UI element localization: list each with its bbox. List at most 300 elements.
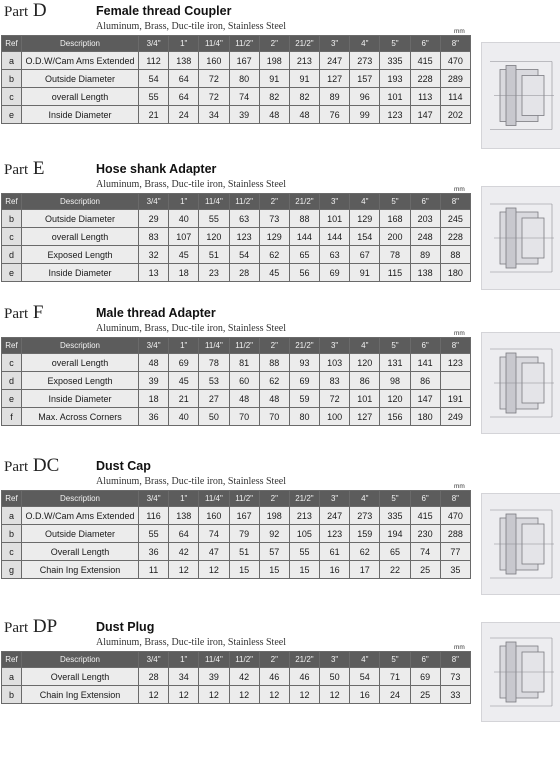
value-cell: 16 — [350, 686, 380, 704]
value-cell: 93 — [289, 354, 319, 372]
column-header: 3/4" — [139, 36, 169, 52]
value-cell: 191 — [440, 390, 470, 408]
description-cell: Chain Ing Extension — [22, 561, 139, 579]
value-cell: 91 — [350, 264, 380, 282]
value-cell: 48 — [289, 106, 319, 124]
ref-cell: a — [2, 507, 22, 525]
value-cell: 16 — [320, 561, 350, 579]
value-cell: 273 — [350, 52, 380, 70]
column-header: 4" — [350, 491, 380, 507]
description-cell: Inside Diameter — [22, 264, 139, 282]
part-word: Part — [4, 306, 29, 322]
value-cell: 48 — [229, 390, 259, 408]
value-cell: 60 — [229, 372, 259, 390]
part-materials: Aluminum, Brass, Duc-tile iron, Stainless Steel — [96, 637, 286, 648]
ref-cell: a — [2, 668, 22, 686]
value-cell: 64 — [169, 88, 199, 106]
value-cell: 138 — [410, 264, 440, 282]
value-cell: 39 — [139, 372, 169, 390]
column-header: 3/4" — [139, 652, 169, 668]
value-cell: 15 — [289, 561, 319, 579]
ref-cell: e — [2, 390, 22, 408]
value-cell: 415 — [410, 52, 440, 70]
value-cell: 86 — [350, 372, 380, 390]
table-row — [2, 507, 471, 525]
spec-table — [1, 490, 471, 579]
value-cell: 160 — [199, 507, 229, 525]
value-cell: 105 — [289, 525, 319, 543]
value-cell: 160 — [199, 52, 229, 70]
value-cell: 50 — [199, 408, 229, 426]
table-row — [2, 246, 471, 264]
column-header: 5" — [380, 338, 410, 354]
table-row — [2, 543, 471, 561]
description-cell: Overall Length — [22, 543, 139, 561]
value-cell: 127 — [320, 70, 350, 88]
value-cell: 48 — [259, 390, 289, 408]
value-cell: 89 — [410, 246, 440, 264]
column-header: Ref — [2, 194, 22, 210]
column-header: 2" — [259, 36, 289, 52]
value-cell: 91 — [289, 70, 319, 88]
value-cell: 335 — [380, 507, 410, 525]
column-header: 1" — [169, 36, 199, 52]
part-title: Female thread Coupler — [96, 4, 232, 18]
column-header: 6" — [410, 338, 440, 354]
value-cell: 39 — [199, 668, 229, 686]
value-cell: 167 — [229, 507, 259, 525]
value-cell: 72 — [199, 88, 229, 106]
value-cell: 123 — [440, 354, 470, 372]
value-cell: 103 — [320, 354, 350, 372]
column-header: 2" — [259, 194, 289, 210]
column-header: 21/2" — [289, 194, 319, 210]
value-cell: 72 — [199, 70, 229, 88]
column-header: 11/4" — [199, 491, 229, 507]
column-header: 21/2" — [289, 338, 319, 354]
value-cell: 35 — [440, 561, 470, 579]
part-section-dc — [0, 455, 560, 605]
value-cell: 83 — [139, 228, 169, 246]
ref-cell: f — [2, 408, 22, 426]
value-cell: 147 — [410, 390, 440, 408]
value-cell: 17 — [350, 561, 380, 579]
column-header: 5" — [380, 36, 410, 52]
column-header: 3" — [320, 36, 350, 52]
ref-cell: e — [2, 264, 22, 282]
header-row — [2, 194, 471, 210]
part-materials: Aluminum, Brass, Duc-tile iron, Stainless Steel — [96, 476, 286, 487]
value-cell: 100 — [320, 408, 350, 426]
value-cell: 144 — [289, 228, 319, 246]
value-cell: 24 — [380, 686, 410, 704]
ref-cell: b — [2, 686, 22, 704]
value-cell: 470 — [440, 507, 470, 525]
unit-label: mm — [454, 186, 465, 193]
value-cell: 59 — [289, 390, 319, 408]
value-cell: 53 — [199, 372, 229, 390]
value-cell: 42 — [169, 543, 199, 561]
column-header: 6" — [410, 194, 440, 210]
part-code: DC — [32, 455, 60, 476]
spec-table — [1, 35, 471, 124]
value-cell: 113 — [410, 88, 440, 106]
value-cell: 42 — [229, 668, 259, 686]
column-header: 11/2" — [229, 338, 259, 354]
value-cell: 273 — [350, 507, 380, 525]
column-header: 11/4" — [199, 194, 229, 210]
value-cell: 198 — [259, 52, 289, 70]
value-cell: 62 — [350, 543, 380, 561]
fitting-drawing-svg — [482, 43, 560, 148]
value-cell: 32 — [139, 246, 169, 264]
value-cell: 92 — [259, 525, 289, 543]
column-header: 11/4" — [199, 652, 229, 668]
value-cell: 245 — [440, 210, 470, 228]
column-header: 4" — [350, 194, 380, 210]
table-row — [2, 408, 471, 426]
column-header: 11/2" — [229, 194, 259, 210]
fitting-drawing-svg — [482, 623, 560, 721]
value-cell: 54 — [139, 70, 169, 88]
value-cell: 154 — [350, 228, 380, 246]
table-row — [2, 390, 471, 408]
table-row — [2, 372, 471, 390]
spec-table — [1, 337, 471, 426]
ref-cell: c — [2, 354, 22, 372]
value-cell: 13 — [139, 264, 169, 282]
value-cell: 107 — [169, 228, 199, 246]
column-header: 2" — [259, 491, 289, 507]
part-word: Part — [4, 459, 29, 475]
table-row — [2, 106, 471, 124]
column-header: Description — [22, 338, 139, 354]
column-header: 5" — [380, 194, 410, 210]
part-drawing — [481, 332, 560, 434]
unit-label: mm — [454, 330, 465, 337]
value-cell: 213 — [289, 507, 319, 525]
description-cell: overall Length — [22, 354, 139, 372]
part-label — [4, 616, 57, 638]
value-cell: 101 — [320, 210, 350, 228]
part-code: DP — [32, 616, 58, 637]
value-cell: 112 — [139, 52, 169, 70]
header-row — [2, 491, 471, 507]
ref-cell: a — [2, 52, 22, 70]
value-cell: 88 — [259, 354, 289, 372]
spec-table — [1, 651, 471, 704]
value-cell: 55 — [139, 525, 169, 543]
table-row — [2, 264, 471, 282]
column-header: 1" — [169, 491, 199, 507]
value-cell: 69 — [289, 372, 319, 390]
description-cell: O.D.W/Cam Ams Extended — [22, 507, 139, 525]
part-word: Part — [4, 4, 29, 20]
value-cell: 203 — [410, 210, 440, 228]
table-row — [2, 354, 471, 372]
value-cell: 55 — [199, 210, 229, 228]
column-header: Ref — [2, 36, 22, 52]
table-row — [2, 561, 471, 579]
column-header: 3" — [320, 491, 350, 507]
column-header: Ref — [2, 491, 22, 507]
description-cell: Exposed Length — [22, 372, 139, 390]
value-cell: 12 — [229, 686, 259, 704]
column-header: 3" — [320, 194, 350, 210]
value-cell: 67 — [350, 246, 380, 264]
value-cell: 96 — [350, 88, 380, 106]
value-cell: 228 — [410, 70, 440, 88]
value-cell: 50 — [320, 668, 350, 686]
value-cell: 62 — [259, 246, 289, 264]
value-cell: 200 — [380, 228, 410, 246]
part-section-e — [0, 158, 560, 308]
ref-cell: e — [2, 106, 22, 124]
value-cell: 70 — [259, 408, 289, 426]
ref-cell: g — [2, 561, 22, 579]
part-code: D — [32, 0, 47, 21]
ref-cell: b — [2, 210, 22, 228]
value-cell: 230 — [410, 525, 440, 543]
column-header: 8" — [440, 652, 470, 668]
part-label — [4, 455, 59, 477]
column-header: 4" — [350, 36, 380, 52]
value-cell: 34 — [169, 668, 199, 686]
value-cell: 45 — [169, 246, 199, 264]
value-cell: 48 — [139, 354, 169, 372]
unit-label: mm — [454, 28, 465, 35]
value-cell — [440, 372, 470, 390]
value-cell: 83 — [320, 372, 350, 390]
value-cell: 288 — [440, 525, 470, 543]
part-section-f — [0, 302, 560, 452]
value-cell: 123 — [380, 106, 410, 124]
value-cell: 69 — [169, 354, 199, 372]
description-cell: overall Length — [22, 228, 139, 246]
column-header: 21/2" — [289, 491, 319, 507]
column-header: Description — [22, 491, 139, 507]
value-cell: 23 — [199, 264, 229, 282]
value-cell: 168 — [380, 210, 410, 228]
table-row — [2, 525, 471, 543]
column-header: 8" — [440, 194, 470, 210]
value-cell: 123 — [229, 228, 259, 246]
value-cell: 144 — [320, 228, 350, 246]
part-materials: Aluminum, Brass, Duc-tile iron, Stainless Steel — [96, 323, 286, 334]
fitting-drawing-svg — [482, 494, 560, 594]
value-cell: 78 — [199, 354, 229, 372]
value-cell: 27 — [199, 390, 229, 408]
part-drawing — [481, 42, 560, 149]
value-cell: 129 — [350, 210, 380, 228]
value-cell: 138 — [169, 52, 199, 70]
description-cell: overall Length — [22, 88, 139, 106]
part-section-d — [0, 0, 560, 150]
value-cell: 99 — [350, 106, 380, 124]
value-cell: 81 — [229, 354, 259, 372]
column-header: Description — [22, 194, 139, 210]
column-header: 11/2" — [229, 36, 259, 52]
value-cell: 127 — [350, 408, 380, 426]
column-header: 3/4" — [139, 491, 169, 507]
value-cell: 69 — [410, 668, 440, 686]
part-code: E — [32, 158, 45, 179]
value-cell: 114 — [440, 88, 470, 106]
value-cell: 56 — [289, 264, 319, 282]
value-cell: 57 — [259, 543, 289, 561]
value-cell: 76 — [320, 106, 350, 124]
value-cell: 12 — [139, 686, 169, 704]
column-header: 1" — [169, 652, 199, 668]
value-cell: 64 — [169, 70, 199, 88]
column-header: 8" — [440, 36, 470, 52]
column-header: 6" — [410, 652, 440, 668]
part-section-dp — [0, 616, 560, 766]
description-cell: O.D.W/Cam Ams Extended — [22, 52, 139, 70]
value-cell: 62 — [259, 372, 289, 390]
value-cell: 65 — [289, 246, 319, 264]
value-cell: 15 — [259, 561, 289, 579]
spec-table — [1, 193, 471, 282]
value-cell: 12 — [320, 686, 350, 704]
value-cell: 36 — [139, 543, 169, 561]
column-header: 3" — [320, 338, 350, 354]
value-cell: 45 — [169, 372, 199, 390]
part-title: Hose shank Adapter — [96, 162, 217, 176]
value-cell: 48 — [259, 106, 289, 124]
description-cell: Exposed Length — [22, 246, 139, 264]
unit-label: mm — [454, 483, 465, 490]
value-cell: 194 — [380, 525, 410, 543]
value-cell: 88 — [289, 210, 319, 228]
value-cell: 129 — [259, 228, 289, 246]
value-cell: 69 — [320, 264, 350, 282]
description-cell: Outside Diameter — [22, 210, 139, 228]
part-label — [4, 302, 44, 324]
value-cell: 54 — [350, 668, 380, 686]
value-cell: 12 — [259, 686, 289, 704]
column-header: 8" — [440, 338, 470, 354]
value-cell: 91 — [259, 70, 289, 88]
value-cell: 470 — [440, 52, 470, 70]
column-header: Description — [22, 652, 139, 668]
value-cell: 120 — [350, 354, 380, 372]
value-cell: 123 — [320, 525, 350, 543]
value-cell: 45 — [259, 264, 289, 282]
value-cell: 74 — [199, 525, 229, 543]
part-drawing — [481, 186, 560, 290]
value-cell: 63 — [320, 246, 350, 264]
column-header: 4" — [350, 338, 380, 354]
value-cell: 24 — [169, 106, 199, 124]
value-cell: 77 — [440, 543, 470, 561]
fitting-drawing-svg — [482, 333, 560, 433]
value-cell: 86 — [410, 372, 440, 390]
description-cell: Max. Across Corners — [22, 408, 139, 426]
value-cell: 65 — [380, 543, 410, 561]
description-cell: Outside Diameter — [22, 70, 139, 88]
value-cell: 79 — [229, 525, 259, 543]
value-cell: 247 — [320, 52, 350, 70]
fitting-drawing-svg — [482, 187, 560, 289]
part-drawing — [481, 622, 560, 722]
value-cell: 12 — [199, 686, 229, 704]
value-cell: 33 — [440, 686, 470, 704]
value-cell: 74 — [410, 543, 440, 561]
description-cell: Outside Diameter — [22, 525, 139, 543]
value-cell: 74 — [229, 88, 259, 106]
column-header: 8" — [440, 491, 470, 507]
ref-cell: b — [2, 70, 22, 88]
table-row — [2, 70, 471, 88]
table-row — [2, 668, 471, 686]
column-header: 11/2" — [229, 652, 259, 668]
value-cell: 335 — [380, 52, 410, 70]
column-header: 3" — [320, 652, 350, 668]
value-cell: 138 — [169, 507, 199, 525]
ref-cell: c — [2, 88, 22, 106]
column-header: 11/2" — [229, 491, 259, 507]
column-header: 2" — [259, 338, 289, 354]
part-title: Male thread Adapter — [96, 306, 216, 320]
part-code: F — [32, 302, 44, 323]
column-header: Ref — [2, 338, 22, 354]
column-header: 1" — [169, 194, 199, 210]
value-cell: 18 — [139, 390, 169, 408]
value-cell: 54 — [229, 246, 259, 264]
table-row — [2, 88, 471, 106]
column-header: 6" — [410, 491, 440, 507]
ref-cell: d — [2, 246, 22, 264]
column-header: 6" — [410, 36, 440, 52]
value-cell: 18 — [169, 264, 199, 282]
value-cell: 61 — [320, 543, 350, 561]
header-row — [2, 652, 471, 668]
value-cell: 55 — [139, 88, 169, 106]
column-header: 3/4" — [139, 194, 169, 210]
value-cell: 180 — [410, 408, 440, 426]
value-cell: 98 — [380, 372, 410, 390]
value-cell: 213 — [289, 52, 319, 70]
value-cell: 36 — [139, 408, 169, 426]
value-cell: 28 — [139, 668, 169, 686]
value-cell: 12 — [199, 561, 229, 579]
value-cell: 11 — [139, 561, 169, 579]
value-cell: 78 — [380, 246, 410, 264]
value-cell: 28 — [229, 264, 259, 282]
value-cell: 228 — [440, 228, 470, 246]
column-header: 21/2" — [289, 652, 319, 668]
table-row — [2, 210, 471, 228]
part-word: Part — [4, 162, 29, 178]
table-row — [2, 52, 471, 70]
column-header: 21/2" — [289, 36, 319, 52]
header-row — [2, 338, 471, 354]
value-cell: 21 — [169, 390, 199, 408]
value-cell: 25 — [410, 561, 440, 579]
value-cell: 72 — [320, 390, 350, 408]
ref-cell: b — [2, 525, 22, 543]
value-cell: 64 — [169, 525, 199, 543]
description-cell: Overall Length — [22, 668, 139, 686]
value-cell: 47 — [199, 543, 229, 561]
column-header: 11/4" — [199, 338, 229, 354]
value-cell: 115 — [380, 264, 410, 282]
value-cell: 248 — [410, 228, 440, 246]
ref-cell: c — [2, 543, 22, 561]
value-cell: 25 — [410, 686, 440, 704]
column-header: 5" — [380, 491, 410, 507]
